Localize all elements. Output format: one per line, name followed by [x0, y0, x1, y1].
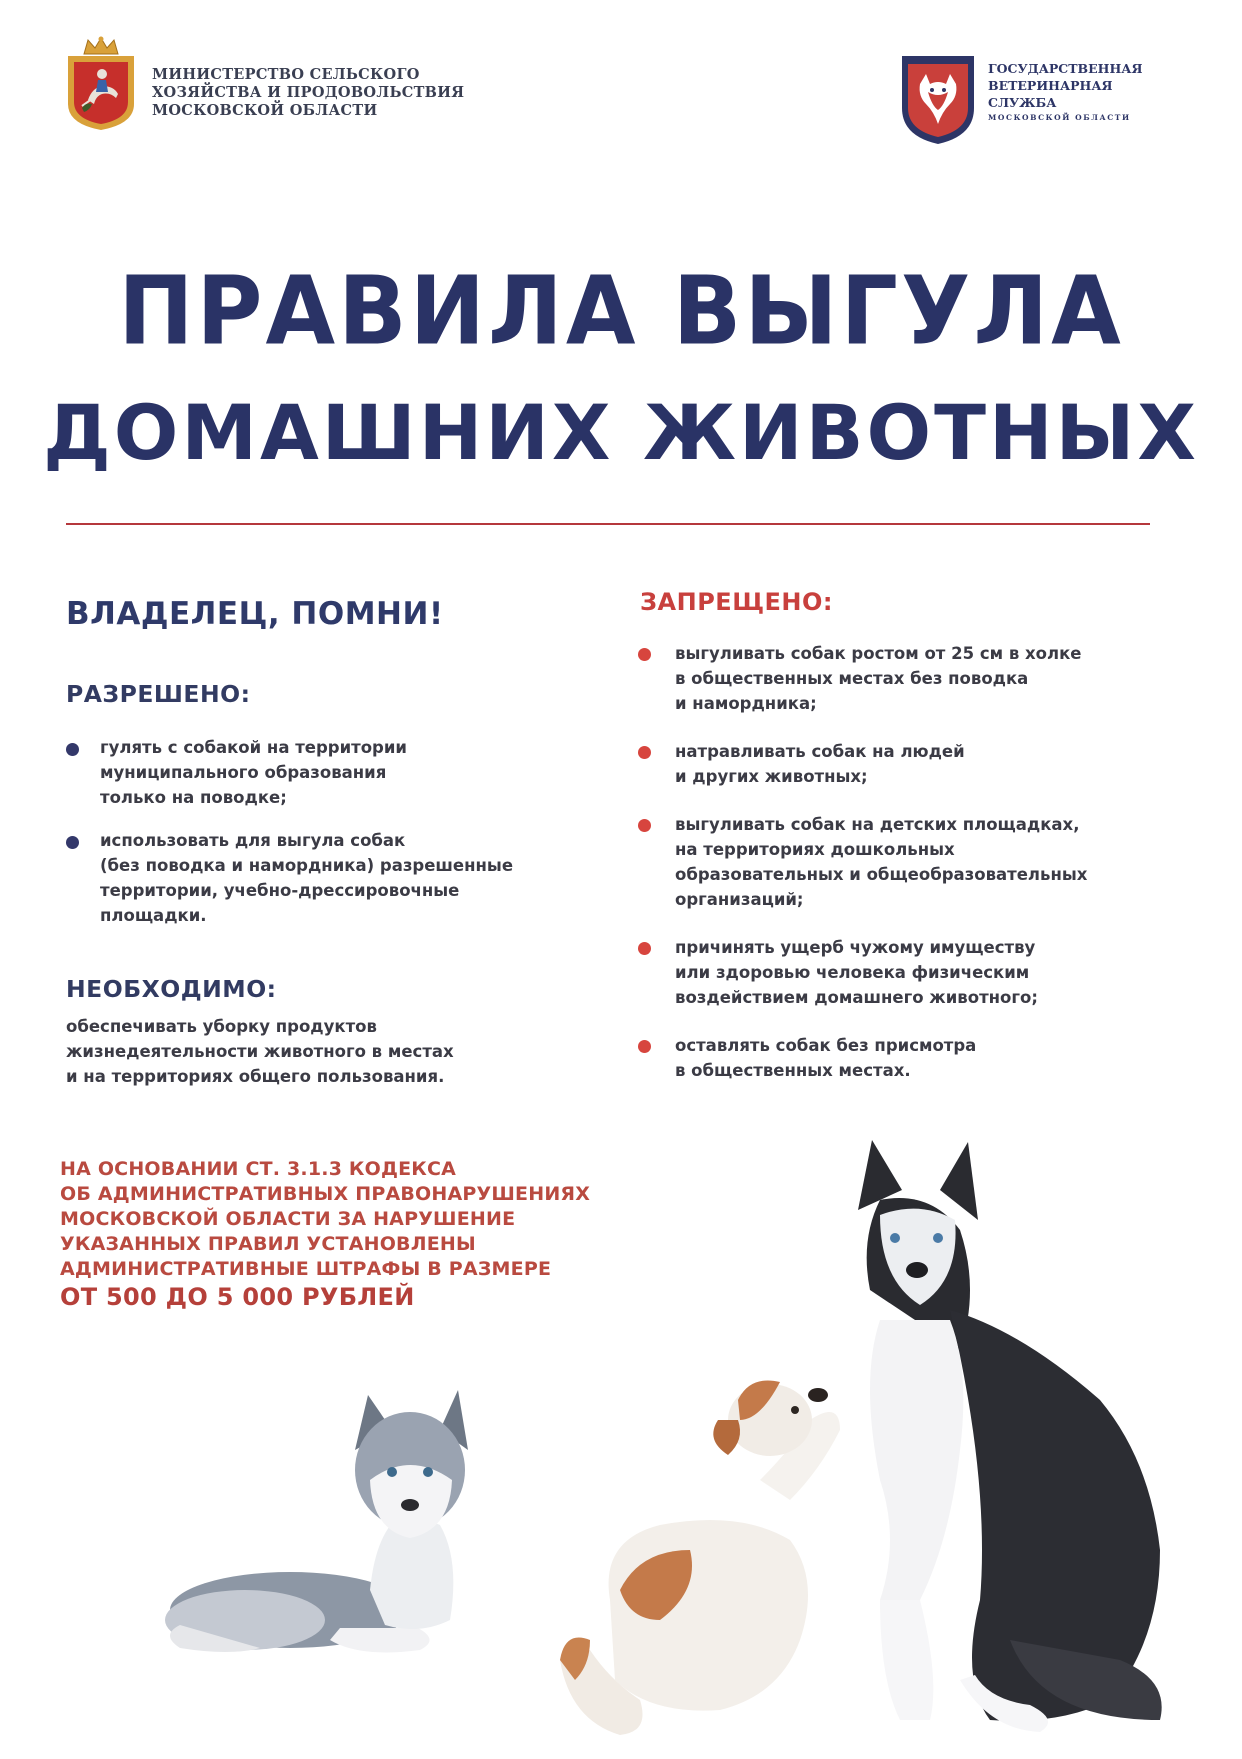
vet-service-shield-icon [898, 50, 978, 146]
bullet-dot-icon [638, 942, 651, 955]
poster-title-line-2: ДОМАШНИХ ЖИВОТНЫХ [43, 388, 1199, 477]
forbidden-item [638, 641, 1158, 716]
fine-line: ОБ АДМИНИСТРАТИВНЫХ ПРАВОНАРУШЕНИЯХ [60, 1183, 591, 1205]
allowed-item-line: использовать для выгула собак [100, 831, 406, 850]
required-line: и на территориях общего пользования. [66, 1067, 445, 1086]
husky-puppy-image [165, 1390, 468, 1652]
required-text [66, 1014, 506, 1089]
bullet-dot-icon [66, 836, 79, 849]
forbidden-item-line: и намордника; [675, 694, 817, 713]
required-line: жизнедеятельности животного в местах [66, 1042, 454, 1061]
vet-line: ГОСУДАРСТВЕННАЯ [988, 61, 1143, 76]
fine-line: МОСКОВСКОЙ ОБЛАСТИ ЗА НАРУШЕНИЕ [60, 1208, 516, 1230]
forbidden-item-line: организаций; [675, 890, 804, 909]
poster-title-line-1: ПРАВИЛА ВЫГУЛА [118, 256, 1124, 367]
forbidden-item-line: в общественных местах без поводка [675, 669, 1029, 688]
ministry-name [152, 66, 492, 120]
required-heading: НЕОБХОДИМО: [66, 975, 277, 1003]
forbidden-item [638, 1033, 1158, 1083]
ministry-line: МОСКОВСКОЙ ОБЛАСТИ [152, 102, 378, 119]
dogs-illustration [0, 1120, 1242, 1755]
bullet-dot-icon [638, 746, 651, 759]
owner-reminder-heading: ВЛАДЕЛЕЦ, ПОМНИ! [66, 596, 444, 632]
forbidden-item-line: натравливать собак на людей [675, 742, 965, 761]
forbidden-item-line: причинять ущерб чужому имуществу [675, 938, 1036, 957]
fine-amount: ОТ 500 ДО 5 000 РУБЛЕЙ [60, 1283, 415, 1311]
vet-line: ВЕТЕРИНАРНАЯ [988, 78, 1113, 93]
husky-adult-image [858, 1140, 1162, 1732]
forbidden-list [638, 641, 1158, 1106]
forbidden-item-line: оставлять собак без присмотра [675, 1036, 977, 1055]
fine-line: УКАЗАННЫХ ПРАВИЛ УСТАНОВЛЕНЫ [60, 1233, 476, 1255]
vet-line: СЛУЖБА [988, 95, 1057, 110]
forbidden-item-line: и других животных; [675, 767, 868, 786]
forbidden-item-line: образовательных и общеобразовательных [675, 865, 1088, 884]
bullet-dot-icon [638, 819, 651, 832]
bullet-dot-icon [638, 1040, 651, 1053]
ministry-line: ХОЗЯЙСТВА И ПРОДОВОЛЬСТВИЯ [152, 84, 465, 101]
title-divider [66, 523, 1150, 525]
allowed-item-line: только на поводке; [100, 788, 287, 807]
terrier-dog-image [560, 1380, 840, 1735]
allowed-item-line: (без поводка и намордника) разрешенные [100, 856, 514, 875]
vet-service-name [988, 60, 1168, 124]
forbidden-item [638, 935, 1158, 1010]
fine-line: НА ОСНОВАНИИ СТ. 3.1.3 КОДЕКСА [60, 1158, 457, 1180]
allowed-list [66, 735, 566, 946]
allowed-item [66, 828, 566, 928]
allowed-item [66, 735, 566, 810]
forbidden-item-line: воздействием домашнего животного; [675, 988, 1038, 1007]
allowed-heading: РАЗРЕШЕНО: [66, 680, 251, 708]
bullet-dot-icon [638, 648, 651, 661]
allowed-item-line: муниципального образования [100, 763, 387, 782]
allowed-item-line: гулять с собакой на территории [100, 738, 407, 757]
required-line: обеспечивать уборку продуктов [66, 1017, 377, 1036]
forbidden-heading: ЗАПРЕЩЕНО: [640, 588, 833, 616]
forbidden-item [638, 739, 1158, 789]
ministry-coat-of-arms-icon [62, 36, 140, 132]
forbidden-item-line: выгуливать собак ростом от 25 см в холке [675, 644, 1082, 663]
forbidden-item-line: в общественных местах. [675, 1061, 911, 1080]
forbidden-item-line: на территориях дошкольных [675, 840, 955, 859]
forbidden-item-line: или здоровью человека физическим [675, 963, 1030, 982]
forbidden-item [638, 812, 1158, 912]
forbidden-item-line: выгуливать собак на детских площадках, [675, 815, 1080, 834]
allowed-item-line: площадки. [100, 906, 207, 925]
ministry-line: МИНИСТЕРСТВО СЕЛЬСКОГО [152, 66, 420, 83]
fine-line: АДМИНИСТРАТИВНЫЕ ШТРАФЫ В РАЗМЕРЕ [60, 1258, 552, 1280]
bullet-dot-icon [66, 743, 79, 756]
allowed-item-line: территории, учебно-дрессировочные [100, 881, 460, 900]
vet-region: МОСКОВСКОЙ ОБЛАСТИ [988, 113, 1131, 122]
